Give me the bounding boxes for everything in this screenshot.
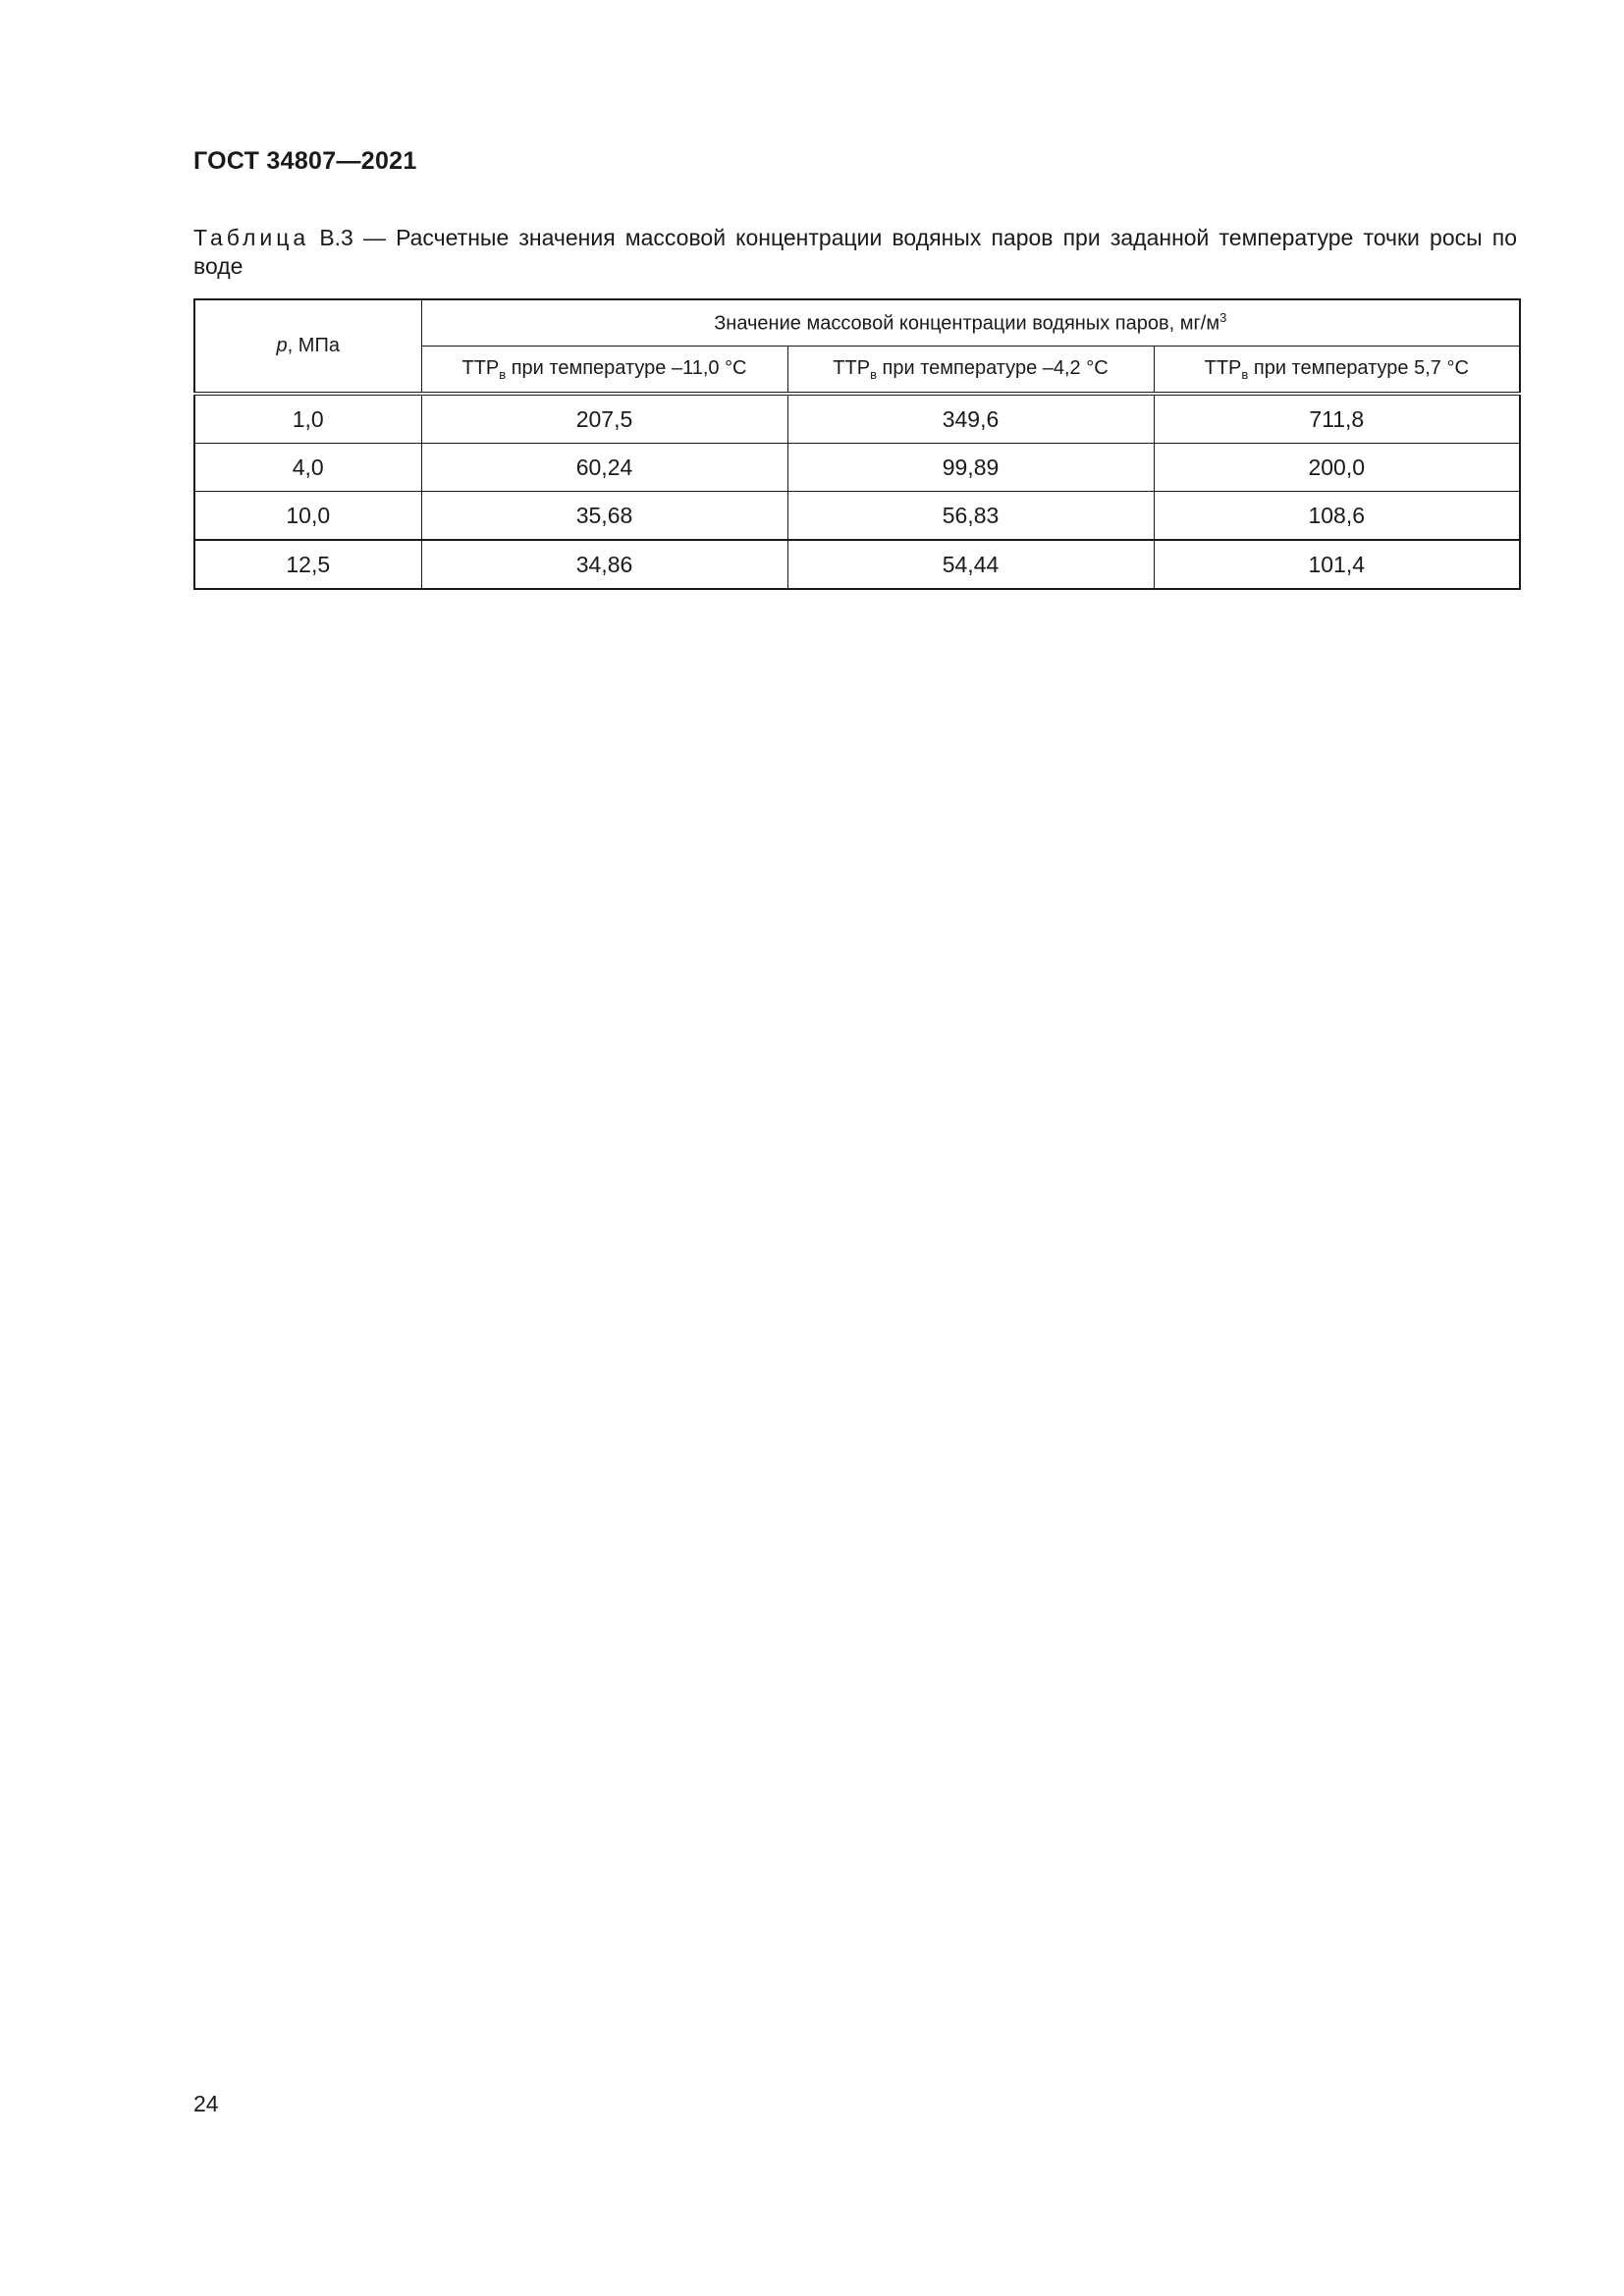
pressure-cell: 1,0 [194, 394, 421, 444]
value-cell: 56,83 [787, 492, 1154, 541]
document-header: ГОСТ 34807—2021 [193, 147, 417, 175]
pressure-column-header [194, 299, 421, 394]
concentration-group-header [421, 299, 1520, 347]
column-header-prefix: ТТР [461, 356, 500, 379]
group-header-superscript: 3 [1219, 310, 1227, 326]
value-cell: 200,0 [1154, 444, 1520, 492]
table-row [194, 444, 1520, 492]
column-header-subscript: в [870, 366, 877, 382]
value-cell: 101,4 [1154, 540, 1520, 589]
pressure-cell: 12,5 [194, 540, 421, 589]
data-table [193, 298, 1521, 590]
table-row [194, 394, 1520, 444]
column-header-subscript: в [499, 366, 507, 382]
column-header-subscript: в [1241, 366, 1249, 382]
value-cell: 54,44 [787, 540, 1154, 589]
column-header-temp-1 [421, 347, 787, 395]
column-header-text: при температуре –11,0 °С [506, 356, 747, 379]
table-caption-text: В.3 — Расчетные значения массовой концентрации водяных паров при заданной температуре точки росы по воде [193, 225, 1517, 279]
pressure-unit: , МПа [287, 335, 340, 356]
value-cell: 34,86 [421, 540, 787, 589]
table-row [194, 540, 1520, 589]
column-header-prefix: ТТР [833, 356, 871, 379]
column-header-text: при температуре –4,2 °С [876, 356, 1109, 379]
value-cell: 207,5 [421, 394, 787, 444]
table-caption [193, 224, 1517, 281]
table-caption-label: Таблица [193, 225, 310, 250]
column-header-text: при температуре 5,7 °С [1248, 356, 1469, 379]
value-cell: 711,8 [1154, 394, 1520, 444]
value-cell: 99,89 [787, 444, 1154, 492]
table-row [194, 492, 1520, 541]
pressure-cell: 10,0 [194, 492, 421, 541]
column-header-temp-2 [787, 347, 1154, 395]
column-header-temp-3 [1154, 347, 1520, 395]
group-header-text: Значение массовой концентрации водяных паров, мг/м [714, 312, 1220, 335]
pressure-cell: 4,0 [194, 444, 421, 492]
column-header-prefix: ТТР [1204, 356, 1242, 379]
pressure-symbol: p [276, 335, 288, 356]
page-number: 24 [193, 2091, 219, 2116]
value-cell: 60,24 [421, 444, 787, 492]
value-cell: 349,6 [787, 394, 1154, 444]
value-cell: 108,6 [1154, 492, 1520, 541]
value-cell: 35,68 [421, 492, 787, 541]
